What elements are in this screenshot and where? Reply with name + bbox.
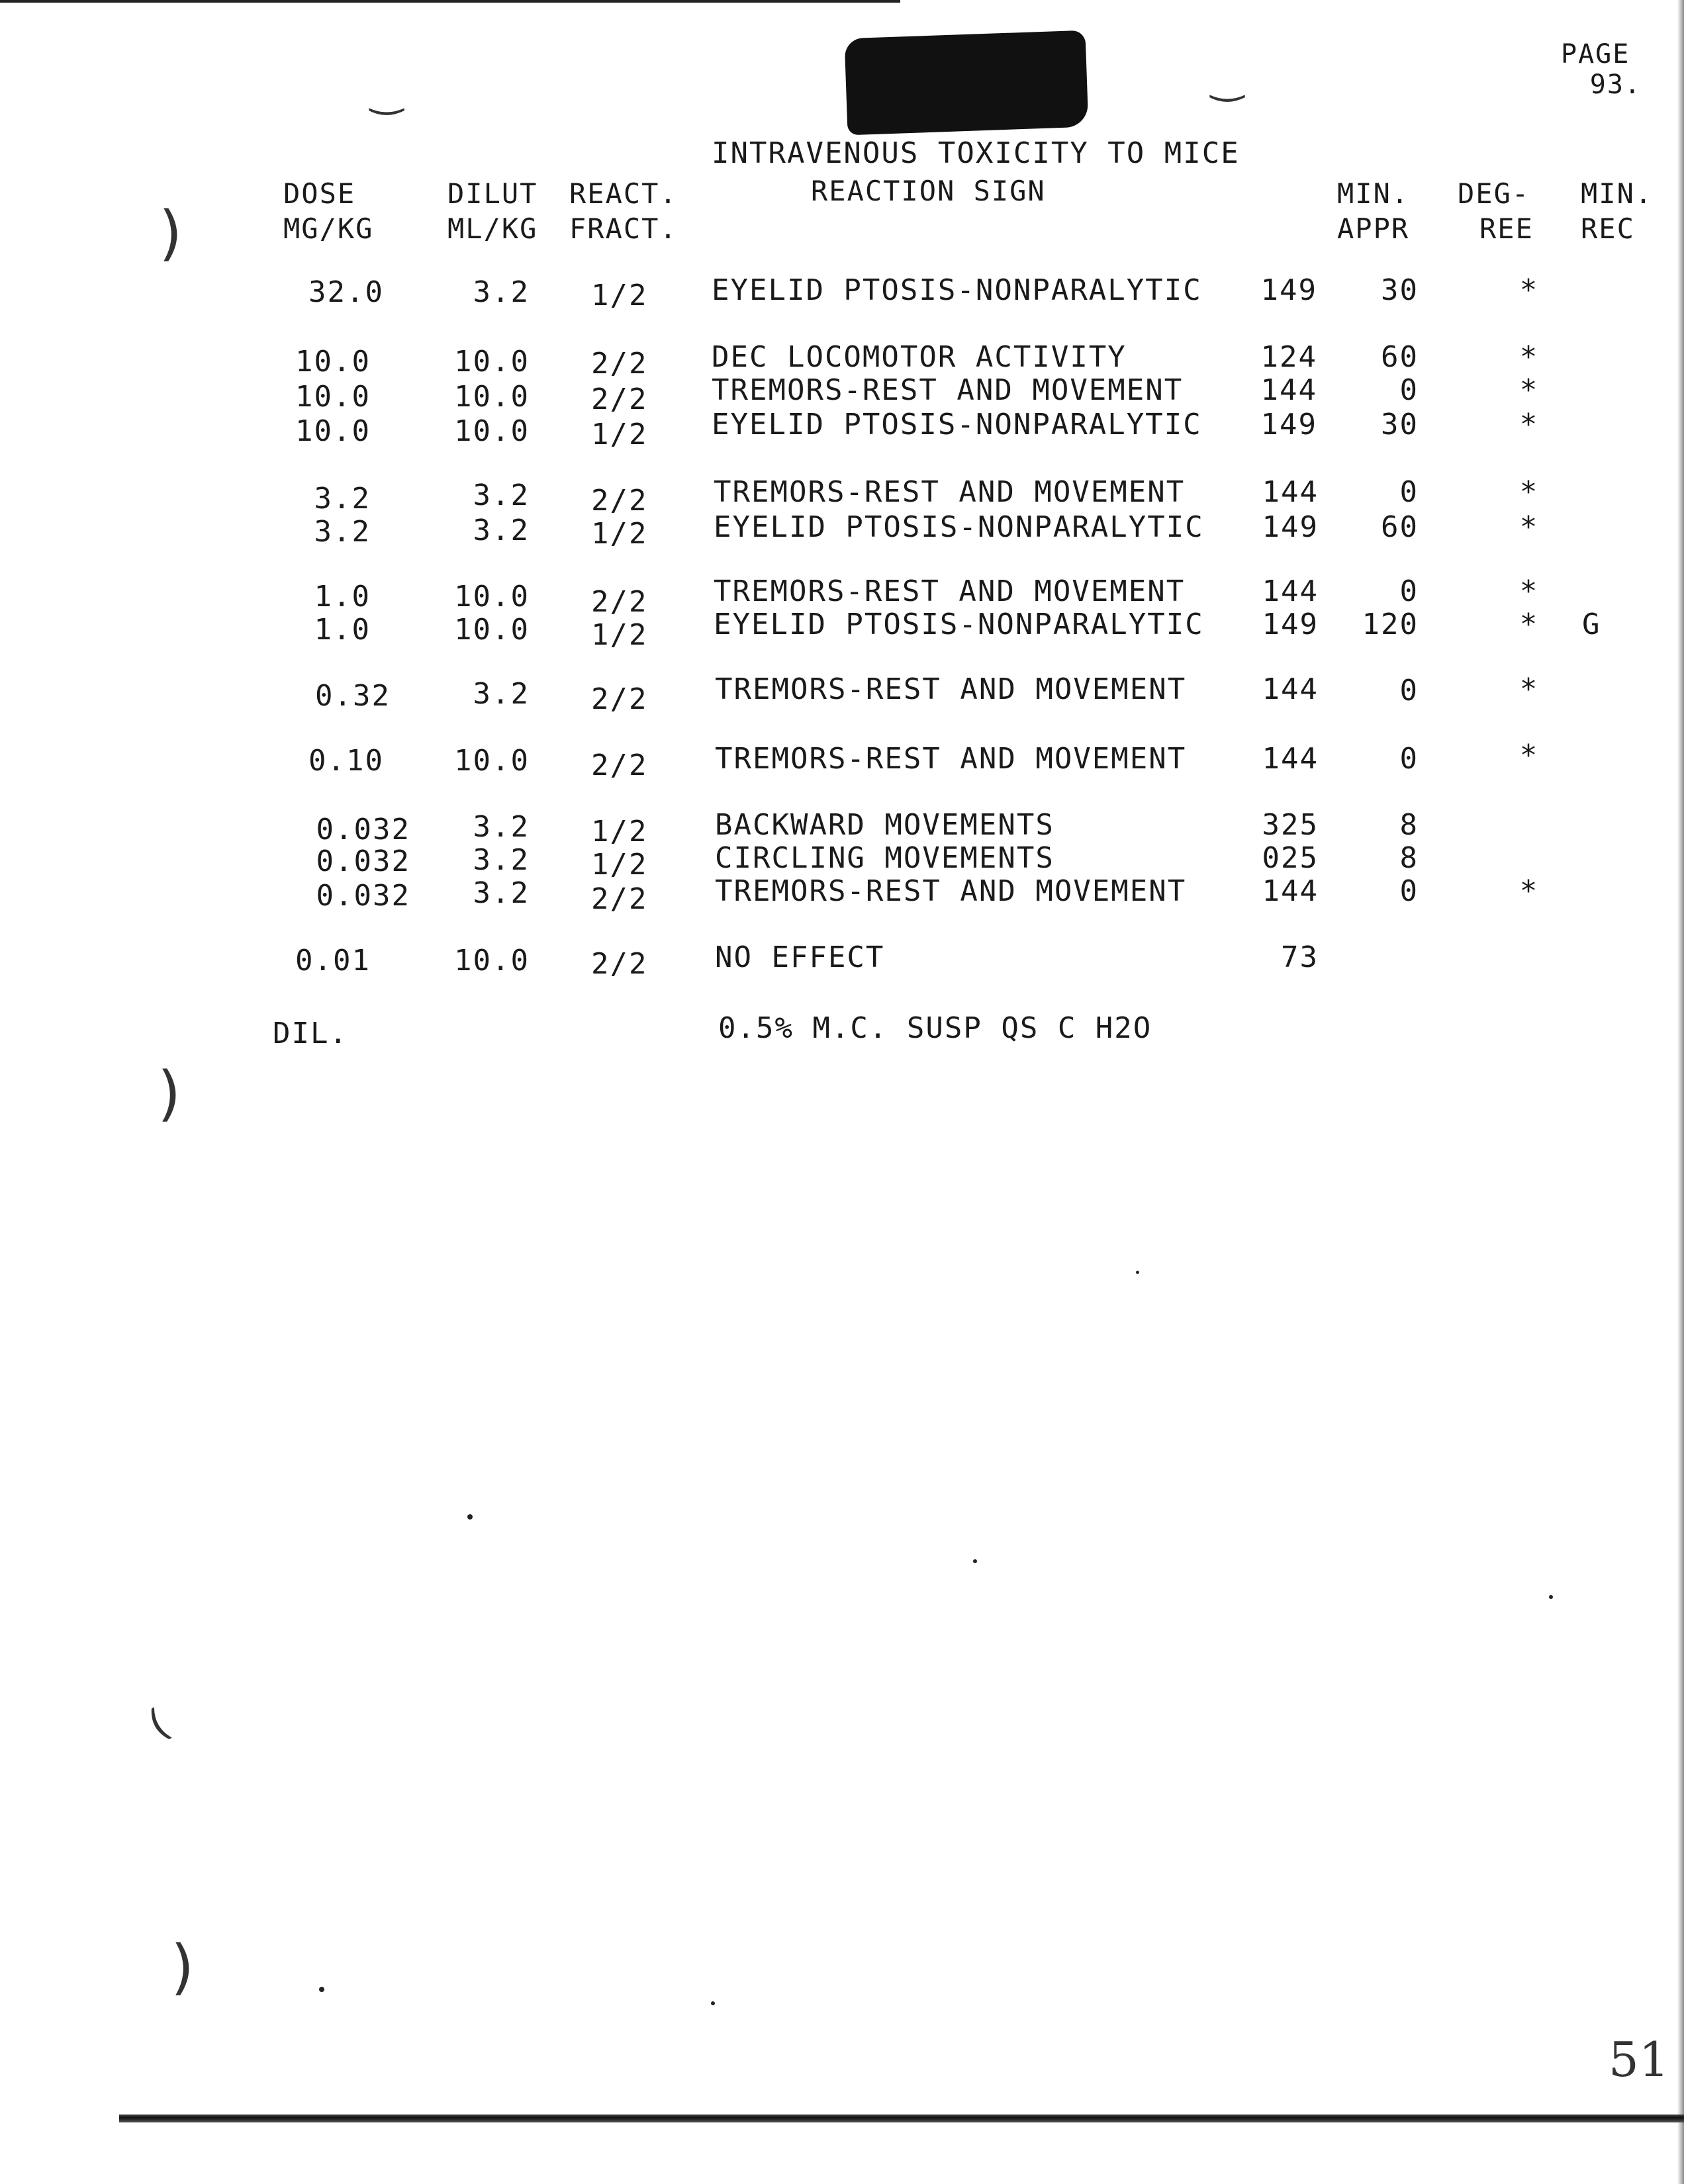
cell-react: 2/2: [591, 383, 648, 416]
bottom-rule: [119, 2115, 1684, 2122]
cell-react: 2/2: [591, 347, 648, 381]
cell-degree: *: [1519, 408, 1539, 441]
cell-rec: G: [1582, 608, 1601, 641]
cell-degree: *: [1519, 672, 1539, 706]
header-dilut-1: DILUT: [447, 177, 538, 210]
cell-react: 2/2: [591, 484, 648, 518]
cell-min-appr: 120: [1362, 608, 1419, 641]
cell-sign: CIRCLING MOVEMENTS: [715, 841, 1054, 875]
cell-min-appr: 0: [1399, 874, 1419, 908]
cell-min-appr: 0: [1399, 373, 1419, 407]
cell-code: 025: [1262, 841, 1319, 875]
cell-sign: DEC LOCOMOTOR ACTIVITY: [712, 340, 1127, 374]
cell-sign: TREMORS-REST AND MOVEMENT: [715, 874, 1187, 908]
header-min-appr-1: MIN.: [1337, 177, 1410, 210]
cell-sign: TREMORS-REST AND MOVEMENT: [712, 373, 1184, 407]
document-title: INTRAVENOUS TOXICITY TO MICE: [712, 136, 1240, 170]
cell-react: 2/2: [591, 585, 648, 619]
cell-min-appr: 60: [1381, 510, 1419, 544]
cell-code: 144: [1260, 373, 1317, 407]
cell-dilut: 10.0: [454, 345, 530, 379]
cell-dose: 0.10: [308, 744, 384, 778]
cell-sign: EYELID PTOSIS-NONPARALYTIC: [714, 510, 1204, 544]
header-degree-2: REE: [1479, 212, 1534, 245]
cell-min-appr: 0: [1399, 574, 1419, 608]
scan-mark: ‿: [1211, 56, 1244, 103]
cell-sign: TREMORS-REST AND MOVEMENT: [714, 475, 1186, 509]
scan-speck: [1549, 1595, 1553, 1599]
cell-dilut: 3.2: [473, 275, 530, 309]
cell-min-appr: 8: [1399, 841, 1419, 875]
scan-speck: [973, 1559, 977, 1563]
page-label: PAGE: [1561, 39, 1630, 69]
cell-dilut: 10.0: [454, 414, 530, 448]
cell-degree: *: [1519, 874, 1539, 908]
cell-min-appr: 8: [1399, 808, 1419, 842]
cell-sign: EYELID PTOSIS-NONPARALYTIC: [714, 608, 1204, 641]
cell-dose: 1.0: [314, 613, 371, 647]
header-degree-1: DEG-: [1458, 177, 1530, 210]
cell-dose: 32.0: [308, 275, 384, 309]
binder-hole-mark: ): [171, 1933, 195, 2002]
cell-min-appr: 60: [1381, 340, 1419, 374]
cell-react: 1/2: [591, 418, 648, 451]
cell-dose: 1.0: [314, 580, 371, 614]
footer-value: 0.5% M.C. SUSP QS C H2O: [718, 1011, 1152, 1045]
cell-react: 1/2: [591, 815, 648, 848]
cell-degree: *: [1519, 373, 1539, 407]
header-reaction-sign: REACTION SIGN: [811, 175, 1046, 207]
cell-degree: *: [1519, 475, 1539, 509]
cell-min-appr: 30: [1381, 273, 1419, 307]
cell-dilut: 3.2: [473, 810, 530, 844]
cell-min-appr: 0: [1399, 742, 1419, 776]
cell-dose: 10.0: [295, 345, 371, 379]
cell-code: 144: [1262, 574, 1319, 608]
cell-dose: 3.2: [314, 515, 371, 549]
header-dose-1: DOSE: [283, 177, 356, 210]
cell-code: 149: [1260, 273, 1317, 307]
cell-dilut: 10.0: [454, 613, 530, 647]
cell-code: 144: [1262, 475, 1319, 509]
binder-hole-mark: ): [158, 1059, 181, 1128]
cell-code: 144: [1262, 672, 1319, 706]
cell-sign: BACKWARD MOVEMENTS: [715, 808, 1054, 842]
cell-dilut: 3.2: [473, 514, 530, 547]
cell-dose: 3.2: [314, 482, 371, 516]
cell-sign: TREMORS-REST AND MOVEMENT: [715, 672, 1187, 706]
cell-react: 2/2: [591, 749, 648, 782]
scan-mark: (: [140, 1700, 177, 1749]
cell-dilut: 3.2: [473, 478, 530, 512]
cell-degree: *: [1519, 510, 1539, 544]
redaction-block: [845, 30, 1089, 136]
cell-dilut: 10.0: [454, 744, 530, 778]
header-react-1: REACT.: [569, 177, 678, 210]
cell-min-appr: 30: [1381, 408, 1419, 441]
footer-label: DIL.: [273, 1017, 348, 1050]
header-dose-2: MG/KG: [283, 212, 374, 245]
cell-code: 325: [1262, 808, 1319, 842]
cell-sign: TREMORS-REST AND MOVEMENT: [715, 742, 1187, 776]
cell-sign: TREMORS-REST AND MOVEMENT: [714, 574, 1186, 608]
cell-dose: 0.32: [315, 679, 391, 713]
cell-react: 1/2: [591, 517, 648, 551]
cell-react: 2/2: [591, 682, 648, 716]
cell-code: 149: [1262, 608, 1319, 641]
cell-code: 149: [1260, 408, 1317, 441]
cell-dose: 10.0: [295, 380, 371, 414]
scan-speck: [467, 1514, 473, 1520]
cell-dose: 10.0: [295, 414, 371, 448]
cell-degree: *: [1519, 739, 1539, 772]
top-rule: [0, 0, 900, 3]
cell-dilut: 3.2: [473, 843, 530, 877]
cell-code: 144: [1262, 874, 1319, 908]
cell-dose: 0.01: [295, 944, 371, 978]
cell-sign: NO EFFECT: [715, 940, 885, 974]
cell-sign: EYELID PTOSIS-NONPARALYTIC: [712, 408, 1202, 441]
cell-code: 149: [1262, 510, 1319, 544]
header-min-rec-2: REC: [1581, 212, 1635, 245]
cell-react: 1/2: [591, 618, 648, 652]
scan-mark: ‿: [371, 69, 403, 116]
cell-react: 1/2: [591, 279, 648, 312]
cell-code: 73: [1281, 940, 1319, 974]
handwritten-page-number: 51: [1609, 2032, 1669, 2087]
cell-dilut: 3.2: [473, 876, 530, 910]
cell-degree: *: [1519, 608, 1539, 641]
header-react-2: FRACT.: [569, 212, 678, 245]
cell-degree: *: [1519, 273, 1539, 307]
scan-speck: [319, 1987, 324, 1992]
cell-dilut: 10.0: [454, 944, 530, 978]
cell-sign: EYELID PTOSIS-NONPARALYTIC: [712, 273, 1202, 307]
scan-speck: [1136, 1271, 1139, 1274]
cell-degree: *: [1519, 574, 1539, 608]
cell-react: 1/2: [591, 848, 648, 882]
cell-dose: 0.032: [316, 879, 410, 913]
header-dilut-2: ML/KG: [447, 212, 538, 245]
cell-code: 124: [1260, 340, 1317, 374]
page-edge-shadow: [1677, 0, 1684, 2184]
page-number: 93.: [1589, 69, 1642, 100]
binder-hole-mark: ): [159, 199, 183, 268]
cell-dilut: 10.0: [454, 380, 530, 414]
cell-react: 2/2: [591, 882, 648, 916]
cell-code: 144: [1262, 742, 1319, 776]
cell-dilut: 10.0: [454, 580, 530, 614]
cell-dose: 0.032: [316, 844, 410, 878]
header-min-appr-2: APPR: [1337, 212, 1410, 245]
cell-degree: *: [1519, 340, 1539, 374]
cell-react: 2/2: [591, 947, 648, 981]
cell-min-appr: 0: [1399, 475, 1419, 509]
cell-dilut: 3.2: [473, 677, 530, 711]
header-min-rec-1: MIN.: [1581, 177, 1654, 210]
cell-min-appr: 0: [1399, 674, 1419, 707]
cell-dose: 0.032: [316, 813, 410, 846]
scan-speck: [711, 2001, 715, 2005]
